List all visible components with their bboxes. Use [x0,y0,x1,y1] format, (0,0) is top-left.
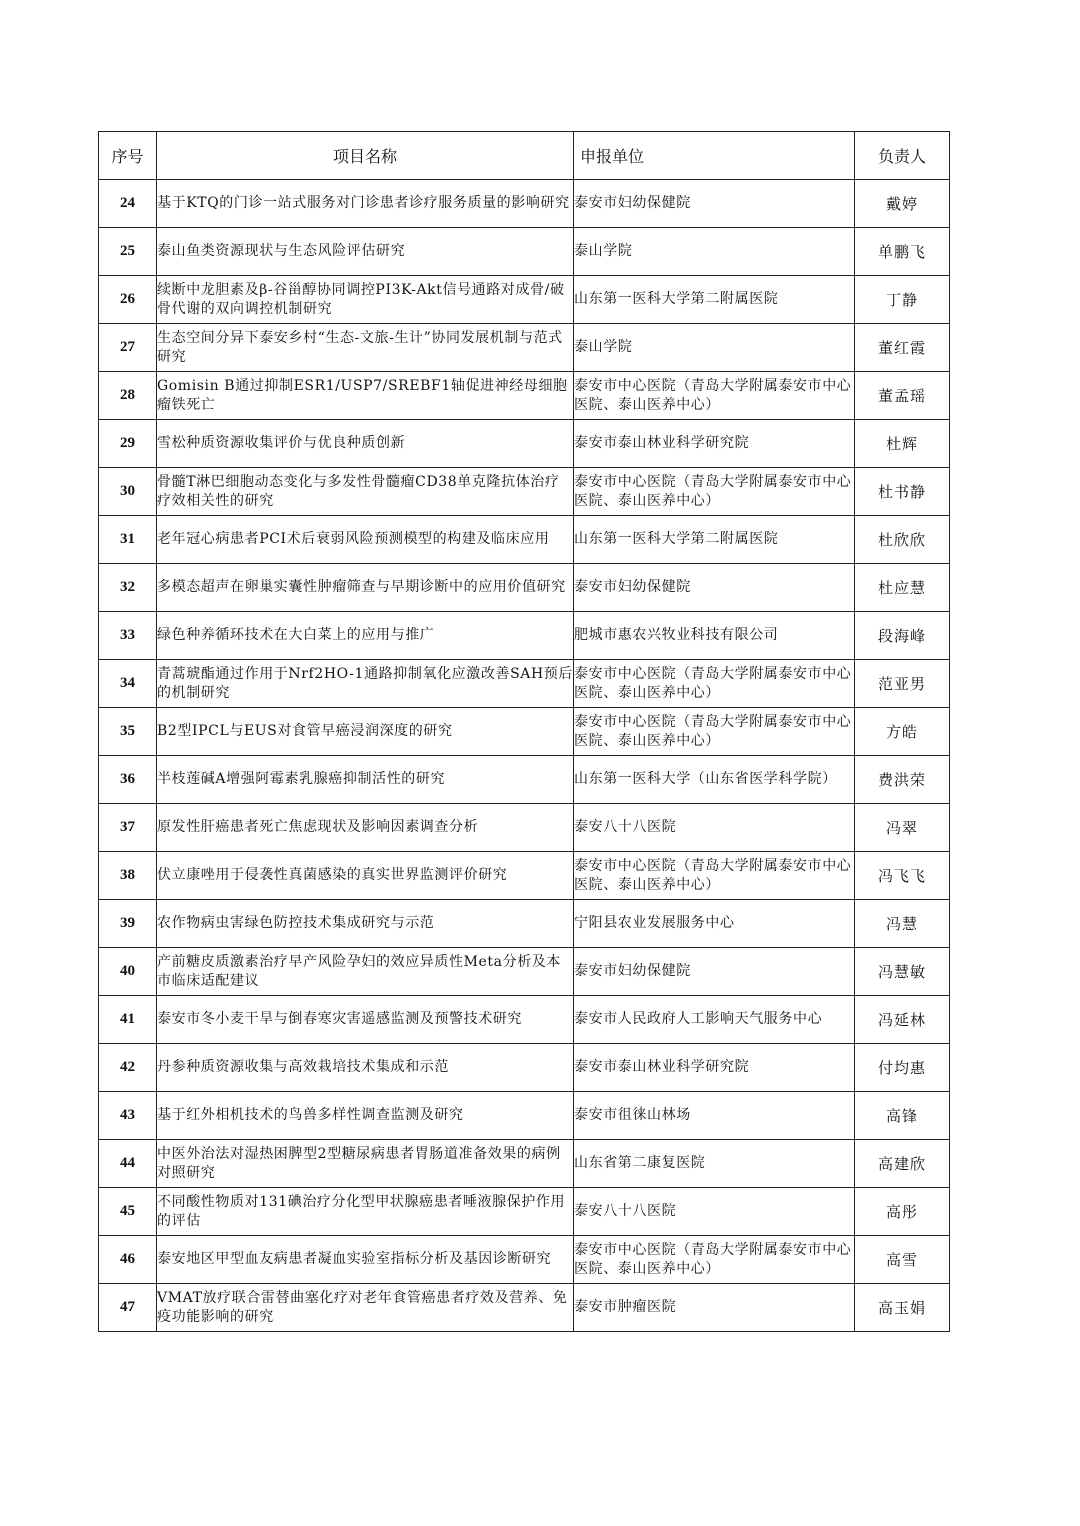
table-body [99,180,950,1332]
project-leader: 冯翠 [855,804,950,852]
project-leader: 杜应慧 [855,564,950,612]
row-number: 38 [99,852,157,900]
applicant-unit: 泰安市中心医院（青岛大学附属泰安市中心医院、泰山医养中心） [574,468,855,516]
table-row [99,372,950,420]
row-number: 33 [99,612,157,660]
row-number: 34 [99,660,157,708]
project-name: 丹参种质资源收集与高效栽培技术集成和示范 [157,1044,574,1092]
project-name: 原发性肝癌患者死亡焦虑现状及影响因素调查分析 [157,804,574,852]
project-name: 老年冠心病患者PCI术后衰弱风险预测模型的构建及临床应用 [157,516,574,564]
applicant-unit: 泰安市妇幼保健院 [574,180,855,228]
applicant-unit: 泰山学院 [574,228,855,276]
row-number: 46 [99,1236,157,1284]
table-row [99,1236,950,1284]
table-row [99,612,950,660]
applicant-unit: 山东第一医科大学第二附属医院 [574,516,855,564]
project-name: 农作物病虫害绿色防控技术集成研究与示范 [157,900,574,948]
row-number: 36 [99,756,157,804]
row-number: 39 [99,900,157,948]
project-leader: 冯延林 [855,996,950,1044]
row-number: 40 [99,948,157,996]
table-row [99,660,950,708]
table-row [99,804,950,852]
table-row [99,996,950,1044]
table-row [99,852,950,900]
table-row [99,324,950,372]
table-row [99,1044,950,1092]
project-leader: 杜欣欣 [855,516,950,564]
row-number: 24 [99,180,157,228]
applicant-unit: 泰安市人民政府人工影响天气服务中心 [574,996,855,1044]
table-row [99,420,950,468]
row-number: 41 [99,996,157,1044]
table-row [99,1284,950,1332]
project-leader: 方皓 [855,708,950,756]
row-number: 42 [99,1044,157,1092]
table-header [99,132,950,180]
applicant-unit: 泰安市泰山林业科学研究院 [574,1044,855,1092]
project-leader: 高雪 [855,1236,950,1284]
table-row [99,516,950,564]
project-name: 骨髓T淋巴细胞动态变化与多发性骨髓瘤CD38单克隆抗体治疗疗效相关性的研究 [157,468,574,516]
applicant-unit: 泰安市妇幼保健院 [574,564,855,612]
header-lead: 负责人 [855,132,950,180]
project-leader: 高建欣 [855,1140,950,1188]
applicant-unit: 山东省第二康复医院 [574,1140,855,1188]
project-name: 续断中龙胆素及β-谷甾醇协同调控PI3K-Akt信号通路对成骨/破骨代谢的双向调控机制研究 [157,276,574,324]
project-name: 泰安地区甲型血友病患者凝血实验室指标分析及基因诊断研究 [157,1236,574,1284]
project-name: 产前糖皮质激素治疗早产风险孕妇的效应异质性Meta分析及本市临床适配建议 [157,948,574,996]
project-name: 生态空间分异下泰安乡村“生态-文旅-生计”协同发展机制与范式研究 [157,324,574,372]
table-row [99,1188,950,1236]
row-number: 28 [99,372,157,420]
project-name: VMAT放疗联合雷替曲塞化疗对老年食管癌患者疗效及营养、免疫功能影响的研究 [157,1284,574,1332]
table-row [99,228,950,276]
project-leader: 戴婷 [855,180,950,228]
project-name: 多模态超声在卵巢实囊性肿瘤筛查与早期诊断中的应用价值研究 [157,564,574,612]
header-row [99,132,950,180]
applicant-unit: 泰安八十八医院 [574,1188,855,1236]
project-name: 不同酸性物质对131碘治疗分化型甲状腺癌患者唾液腺保护作用的评估 [157,1188,574,1236]
row-number: 27 [99,324,157,372]
project-leader: 杜辉 [855,420,950,468]
project-name: 基于红外相机技术的鸟兽多样性调查监测及研究 [157,1092,574,1140]
applicant-unit: 泰安市中心医院（青岛大学附属泰安市中心医院、泰山医养中心） [574,660,855,708]
row-number: 30 [99,468,157,516]
project-leader: 高彤 [855,1188,950,1236]
row-number: 29 [99,420,157,468]
row-number: 31 [99,516,157,564]
project-name: 青蒿琥酯通过作用于Nrf2HO-1通路抑制氧化应激改善SAH预后的机制研究 [157,660,574,708]
row-number: 26 [99,276,157,324]
project-leader: 董孟瑶 [855,372,950,420]
applicant-unit: 泰安市徂徕山林场 [574,1092,855,1140]
project-name: Gomisin B通过抑制ESR1/USP7/SREBF1轴促进神经母细胞瘤铁死亡 [157,372,574,420]
row-number: 44 [99,1140,157,1188]
project-leader: 杜书静 [855,468,950,516]
project-leader: 付均惠 [855,1044,950,1092]
project-leader: 冯慧敏 [855,948,950,996]
applicant-unit: 泰安市中心医院（青岛大学附属泰安市中心医院、泰山医养中心） [574,852,855,900]
table-row [99,468,950,516]
project-leader: 高锋 [855,1092,950,1140]
table-row [99,564,950,612]
project-leader: 冯飞飞 [855,852,950,900]
project-leader: 费洪荣 [855,756,950,804]
project-leader: 董红霞 [855,324,950,372]
row-number: 35 [99,708,157,756]
applicant-unit: 泰安市中心医院（青岛大学附属泰安市中心医院、泰山医养中心） [574,708,855,756]
row-number: 32 [99,564,157,612]
applicant-unit: 泰安市泰山林业科学研究院 [574,420,855,468]
project-leader: 范亚男 [855,660,950,708]
project-name: 绿色种养循环技术在大白菜上的应用与推广 [157,612,574,660]
applicant-unit: 宁阳县农业发展服务中心 [574,900,855,948]
applicant-unit: 泰安市妇幼保健院 [574,948,855,996]
project-name: 泰安市冬小麦干旱与倒春寒灾害遥感监测及预警技术研究 [157,996,574,1044]
table-row [99,708,950,756]
table-row [99,1092,950,1140]
applicant-unit: 泰安市肿瘤医院 [574,1284,855,1332]
project-leader: 单鹏飞 [855,228,950,276]
project-name: 伏立康唑用于侵袭性真菌感染的真实世界监测评价研究 [157,852,574,900]
applicant-unit: 泰安市中心医院（青岛大学附属泰安市中心医院、泰山医养中心） [574,372,855,420]
table-row [99,276,950,324]
row-number: 45 [99,1188,157,1236]
row-number: 47 [99,1284,157,1332]
project-leader: 段海峰 [855,612,950,660]
project-name: B2型IPCL与EUS对食管早癌浸润深度的研究 [157,708,574,756]
project-name: 基于KTQ的门诊一站式服务对门诊患者诊疗服务质量的影响研究 [157,180,574,228]
project-leader: 丁静 [855,276,950,324]
project-name: 中医外治法对湿热困脾型2型糖尿病患者胃肠道准备效果的病例对照研究 [157,1140,574,1188]
row-number: 25 [99,228,157,276]
project-name: 泰山鱼类资源现状与生态风险评估研究 [157,228,574,276]
table-row [99,180,950,228]
project-leader: 高玉娟 [855,1284,950,1332]
table-row [99,900,950,948]
applicant-unit: 山东第一医科大学第二附属医院 [574,276,855,324]
table-row [99,756,950,804]
applicant-unit: 泰山学院 [574,324,855,372]
header-name: 项目名称 [157,132,574,180]
applicant-unit: 肥城市惠农兴牧业科技有限公司 [574,612,855,660]
row-number: 43 [99,1092,157,1140]
table-row [99,1140,950,1188]
project-name: 半枝莲碱A增强阿霉素乳腺癌抑制活性的研究 [157,756,574,804]
project-leader: 冯慧 [855,900,950,948]
header-unit: 申报单位 [574,132,855,180]
applicant-unit: 泰安八十八医院 [574,804,855,852]
project-table [98,131,950,1332]
row-number: 37 [99,804,157,852]
project-name: 雪松种质资源收集评价与优良种质创新 [157,420,574,468]
table-row [99,948,950,996]
header-no: 序号 [99,132,157,180]
applicant-unit: 泰安市中心医院（青岛大学附属泰安市中心医院、泰山医养中心） [574,1236,855,1284]
applicant-unit: 山东第一医科大学（山东省医学科学院） [574,756,855,804]
